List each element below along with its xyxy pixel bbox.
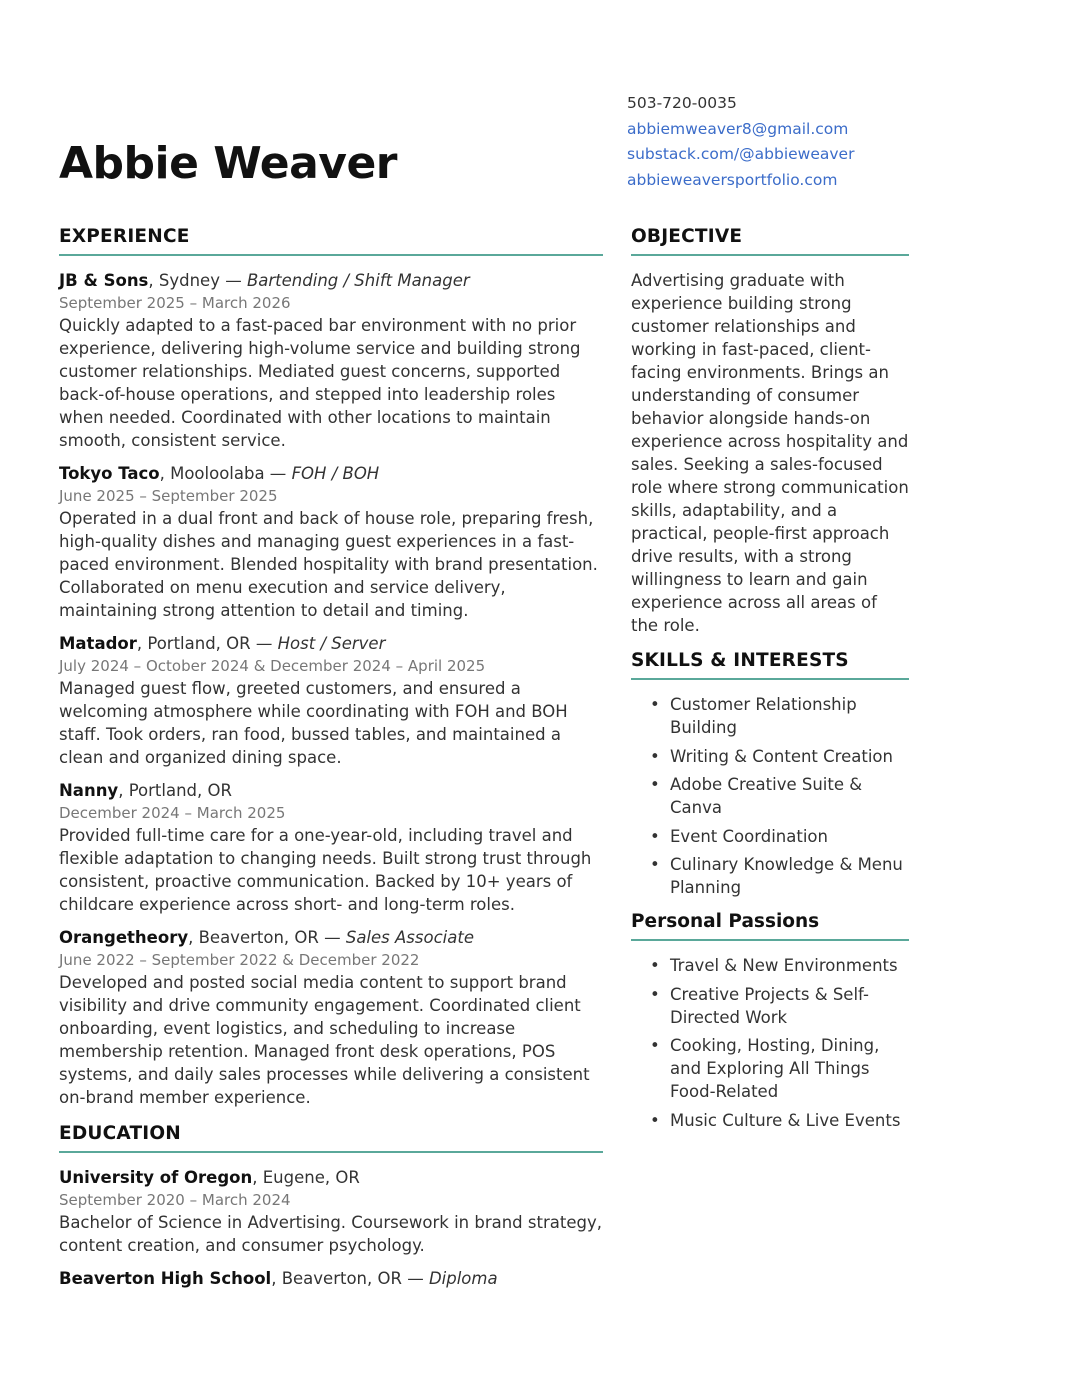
entry-description: Provided full-time care for a one-year-old, including travel and flexible adaptation to changing needs. Built strong trust through consistent, proactive communication. Backed by 10+ years of childcare experience across short- and long-term roles. bbox=[59, 826, 592, 914]
entry-dates: September 2020 – March 2024 bbox=[59, 1191, 291, 1209]
list-item bbox=[631, 1109, 909, 1132]
list-item bbox=[631, 983, 909, 1029]
bullet-icon: • bbox=[650, 775, 660, 794]
passion-label: Creative Projects & Self-Directed Work bbox=[670, 984, 869, 1027]
entry-dates: July 2024 – October 2024 & December 2024 – April 2025 bbox=[59, 657, 486, 675]
bullet-icon: • bbox=[650, 746, 660, 766]
passion-label: Music Culture & Live Events bbox=[670, 1110, 901, 1130]
list-item bbox=[631, 773, 909, 819]
skill-label: Writing & Content Creation bbox=[670, 746, 893, 766]
skill-label: Customer Relationship Building bbox=[670, 695, 857, 737]
bullet-icon: • bbox=[650, 1110, 660, 1130]
entry-header bbox=[59, 926, 603, 949]
entry-description: Managed guest flow, greeted customers, and ensured a welcoming atmosphere while coordinating with FOH and BOH staff. Took orders, ran food, bussed tables, and maintained a clean and organized dining space. bbox=[59, 679, 568, 767]
bullet-icon: • bbox=[650, 1036, 660, 1055]
education-entry bbox=[59, 1166, 603, 1257]
entry-org: Matador bbox=[59, 634, 137, 653]
skill-label: Culinary Knowledge & Menu Planning bbox=[670, 855, 903, 897]
entry-location: , Portland, OR bbox=[118, 781, 232, 800]
entry-header bbox=[59, 632, 603, 655]
entry-description: Operated in a dual front and back of house role, preparing fresh, high-quality dishes and managing guest experiences in a fast-paced environment. Blended hospitality with brand presentation. Collaborated on menu execution and service delivery, maintaining strong attention to detail and timing. bbox=[59, 509, 598, 620]
contact-block bbox=[627, 91, 854, 193]
list-item bbox=[631, 853, 909, 899]
entry-description: Developed and posted social media content to support brand visibility and drive community engagement. Coordinated client onboarding, event logistics, and scheduling to increase membership retention. Managed front desk operations, POS systems, and daily sales processes while delivering a consistent on-brand member experience. bbox=[59, 973, 590, 1107]
entry-location: , Eugene, OR bbox=[252, 1168, 360, 1187]
entry-header bbox=[59, 462, 603, 485]
passion-label: Travel & New Environments bbox=[670, 956, 898, 975]
entry-location: , Beaverton, OR — bbox=[188, 928, 346, 947]
experience-entry bbox=[59, 779, 603, 916]
entry-role: Diploma bbox=[428, 1269, 498, 1288]
experience-entry bbox=[59, 926, 603, 1109]
entry-location: , Mooloolaba — bbox=[159, 464, 292, 483]
experience-entry bbox=[59, 632, 603, 769]
bullet-icon: • bbox=[650, 695, 660, 714]
email-link[interactable]: abbiemweaver8@gmail.com bbox=[627, 119, 849, 138]
education-entry bbox=[59, 1267, 603, 1290]
entry-header bbox=[59, 269, 603, 292]
skill-label: Adobe Creative Suite & Canva bbox=[670, 775, 863, 817]
entry-org: JB & Sons bbox=[59, 271, 149, 290]
list-item bbox=[631, 745, 909, 768]
bullet-icon: • bbox=[650, 826, 660, 846]
bullet-icon: • bbox=[650, 984, 660, 1004]
entry-header bbox=[59, 1166, 603, 1189]
passion-label: Cooking, Hosting, Dining, and Exploring All Things Food-Related bbox=[670, 1036, 880, 1101]
entry-org: Tokyo Taco bbox=[59, 464, 160, 483]
entry-dates: September 2025 – March 2026 bbox=[59, 294, 291, 312]
candidate-name: Abbie Weaver bbox=[59, 138, 398, 189]
entry-location: , Beaverton, OR — bbox=[271, 1269, 429, 1288]
entry-org: Nanny bbox=[59, 781, 119, 800]
skills-heading: SKILLS & INTERESTS bbox=[631, 650, 909, 680]
substack-link[interactable]: substack.com/@abbieweaver bbox=[627, 145, 855, 163]
list-item bbox=[631, 693, 909, 739]
education-heading: EDUCATION bbox=[59, 1123, 603, 1153]
list-item bbox=[631, 1034, 909, 1103]
entry-role: Sales Associate bbox=[345, 928, 474, 947]
objective-heading: OBJECTIVE bbox=[631, 226, 909, 256]
portfolio-link[interactable]: abbieweaversportfolio.com bbox=[627, 170, 838, 189]
experience-entry bbox=[59, 462, 603, 622]
entry-location: , Sydney — bbox=[148, 271, 247, 290]
left-column bbox=[59, 226, 603, 1300]
experience-entry bbox=[59, 269, 603, 452]
entry-org: Beaverton High School bbox=[59, 1269, 272, 1288]
right-column bbox=[631, 226, 909, 1144]
entry-role: FOH / BOH bbox=[291, 464, 380, 483]
entry-location: , Portland, OR — bbox=[136, 634, 278, 653]
skill-label: Event Coordination bbox=[670, 826, 828, 846]
entry-header bbox=[59, 1267, 603, 1290]
passions-list bbox=[631, 954, 909, 1132]
entry-org: University of Oregon bbox=[59, 1168, 253, 1187]
entry-role: Host / Server bbox=[277, 634, 386, 653]
passions-heading: Personal Passions bbox=[631, 911, 909, 941]
entry-dates: June 2025 – September 2025 bbox=[59, 487, 278, 505]
bullet-icon: • bbox=[650, 956, 660, 975]
bullet-icon: • bbox=[650, 855, 660, 874]
list-item bbox=[631, 825, 909, 848]
entry-dates: December 2024 – March 2025 bbox=[59, 804, 286, 822]
skills-list bbox=[631, 693, 909, 899]
objective-text: Advertising graduate with experience building strong customer relationships and working in fast-paced, client-facing environments. Brings an understanding of consumer behavior alongside hands-on experience across hospitality and sales. Seeking a sales-focused role where strong communication skills, adaptability, and a practical, people-first approach drive results, with a strong willingness to learn and gain experience across all areas of the role. bbox=[631, 271, 909, 635]
experience-heading: EXPERIENCE bbox=[59, 226, 603, 256]
entry-description: Quickly adapted to a fast-paced bar environment with no prior experience, delivering high-volume service and building strong customer relationships. Mediated guest concerns, supported back-of-house operations, and stepped into leadership roles when needed. Coordinated with other locations to maintain smooth, consistent service. bbox=[59, 316, 581, 450]
list-item bbox=[631, 954, 909, 977]
entry-role: Bartending / Shift Manager bbox=[246, 271, 470, 290]
entry-description: Bachelor of Science in Advertising. Coursework in brand strategy, content creation, and consumer psychology. bbox=[59, 1213, 602, 1255]
entry-org: Orangetheory bbox=[59, 928, 189, 947]
entry-header bbox=[59, 779, 603, 802]
entry-dates: June 2022 – September 2022 & December 2022 bbox=[59, 951, 420, 969]
phone-number: 503-720-0035 bbox=[627, 94, 737, 112]
